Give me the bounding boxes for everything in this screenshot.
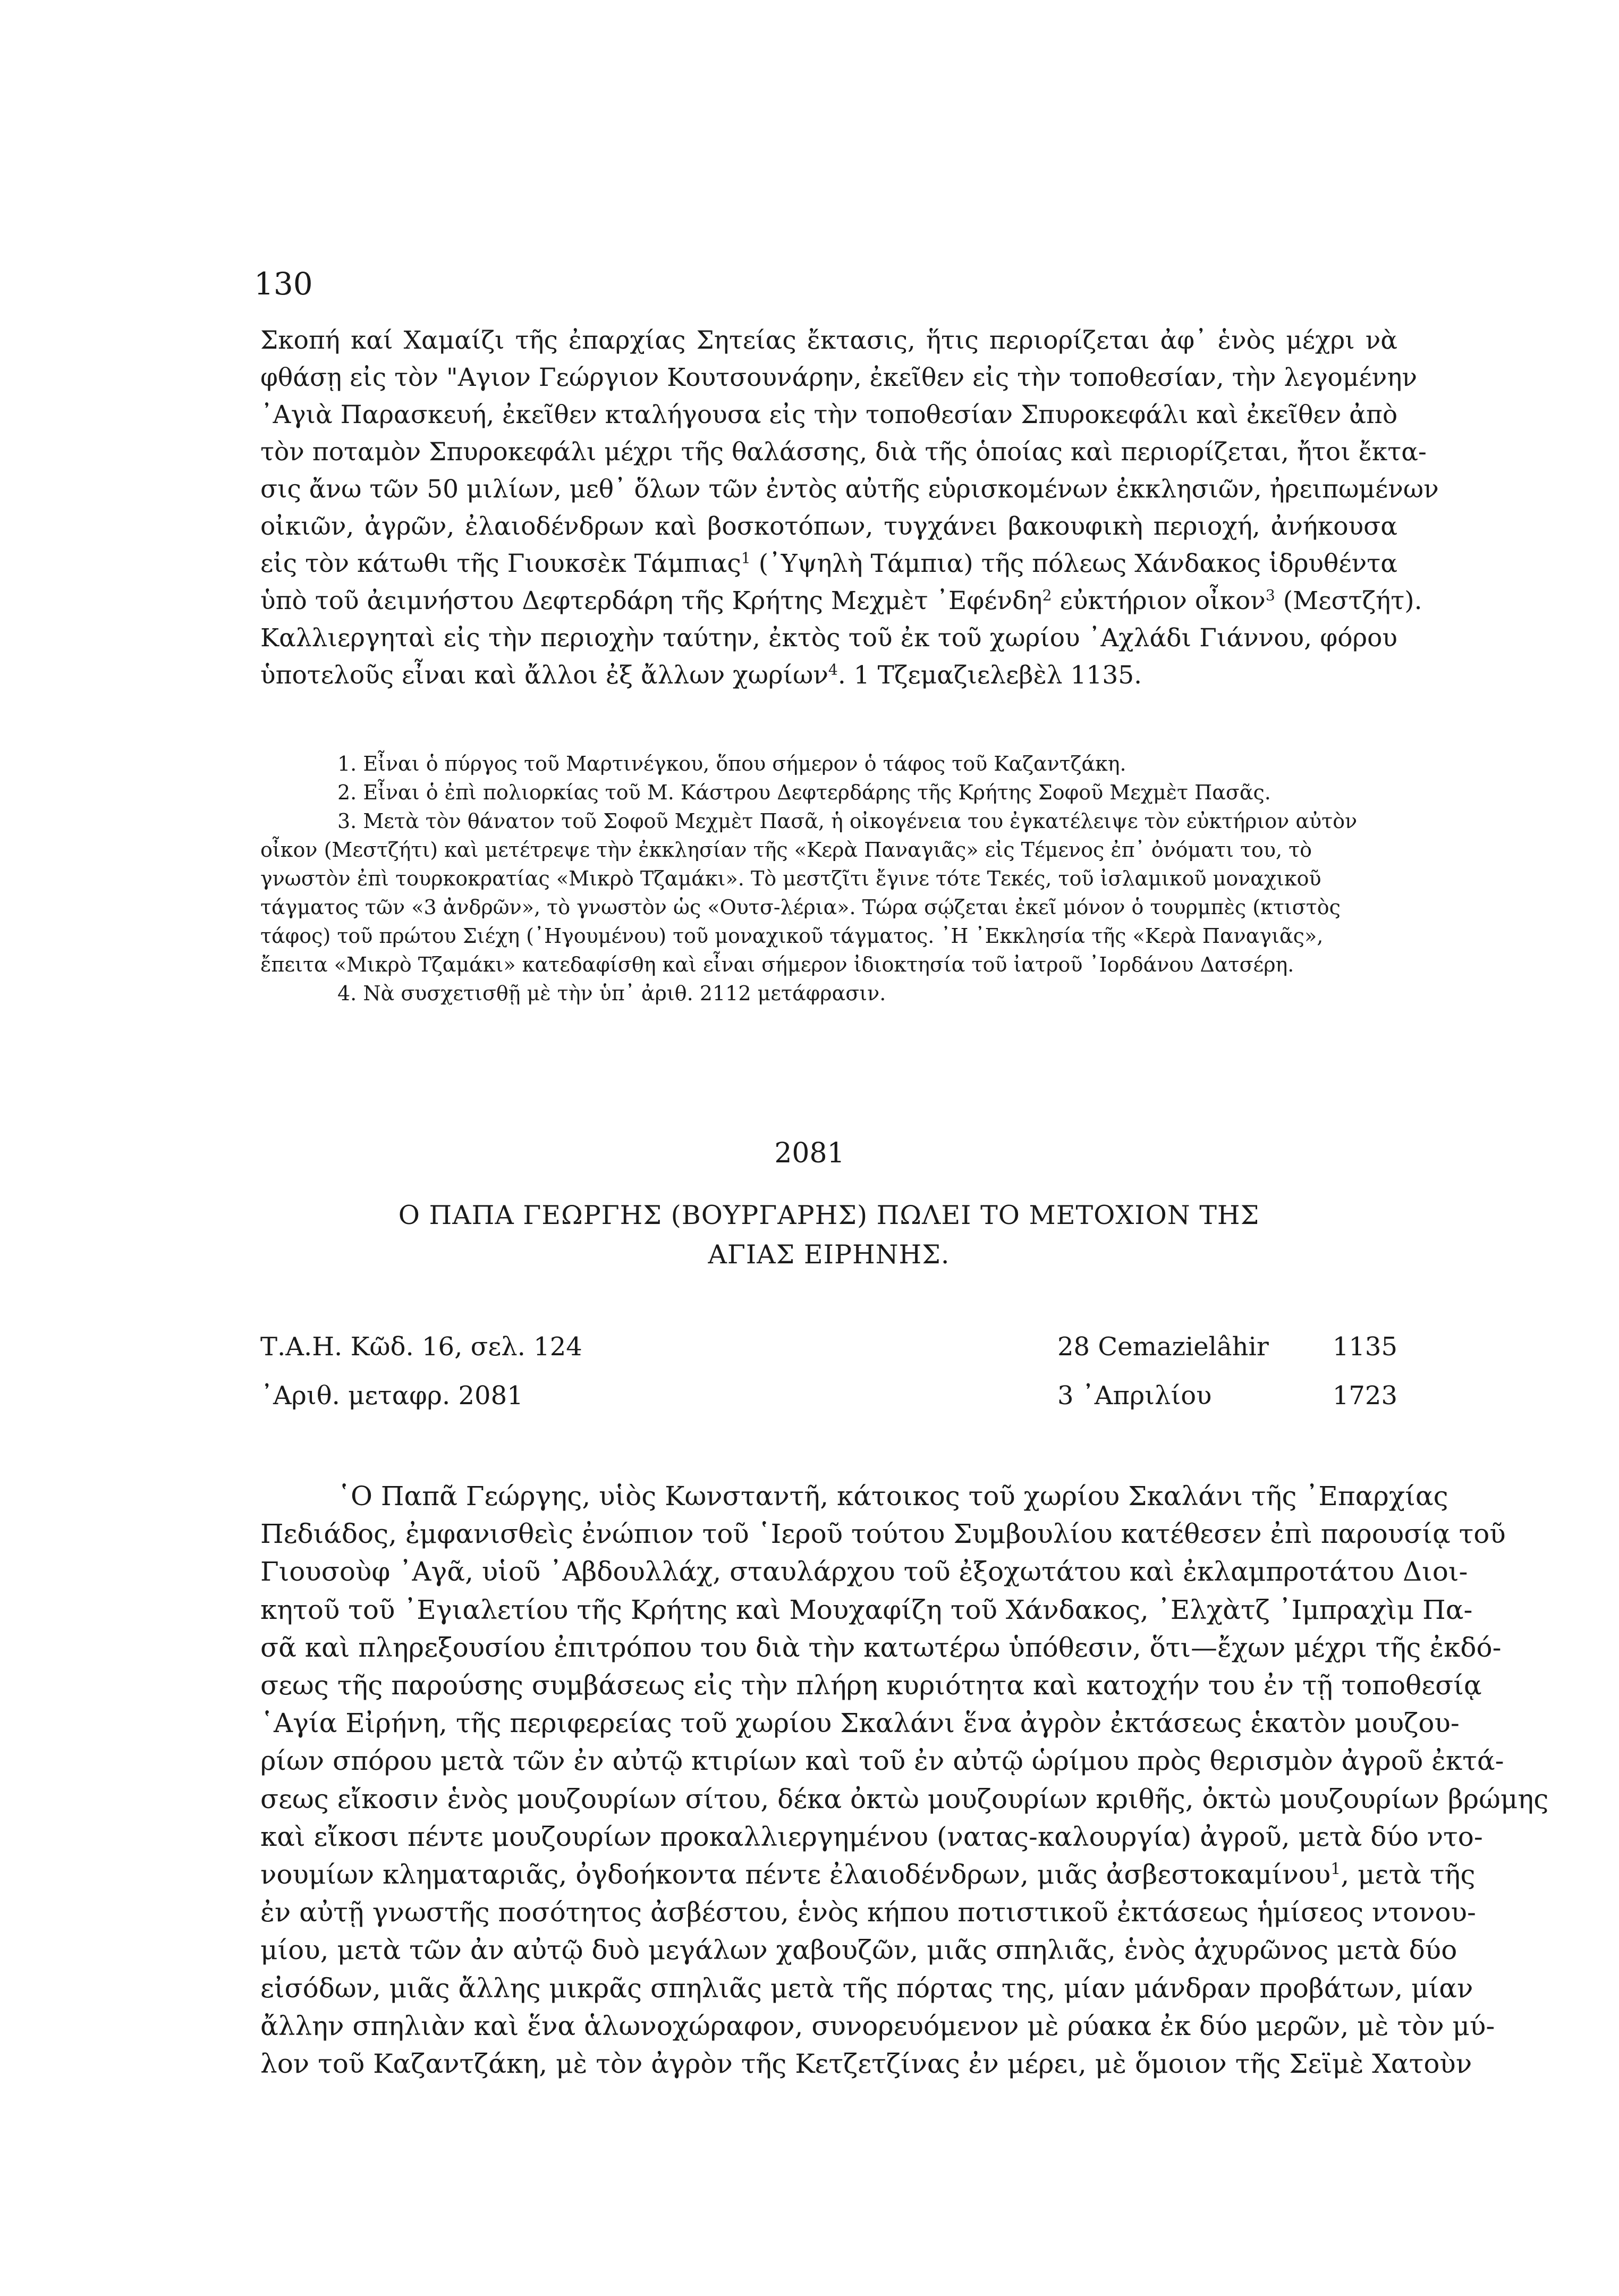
title-line: Ο ΠΑΠΑ ΓΕΩΡΓΗΣ (ΒΟΥΡΓΑΡΗΣ) ΠΩΛΕΙ ΤΟ ΜΕΤΟΧΙΟΝ ΤΗΣ xyxy=(398,1200,1260,1230)
text-line: Καλλιεργηταὶ εἰς τὴν περιοχὴν ταύτην, ἐκτὸς τοῦ ἐκ τοῦ χωρίου ᾽Αχλάδι Γιάννου, φόρου xyxy=(260,623,1397,653)
text-line: φθάσῃ εἰς τὸν "Αγιον Γεώργιον Κουτσουνάρην, ἐκεῖθεν εἰς τὴν τοποθεσίαν, τὴν λεγομένην xyxy=(260,363,1418,392)
text-line: καὶ εἴκοσι πέντε μουζουρίων προκαλλιεργημένου (νατας-καλουργία) ἀγροῦ, μετὰ δύο ντο- xyxy=(260,1821,1483,1852)
text-line: εἰσόδων, μιᾶς ἄλλης μικρᾶς σπηλιᾶς μετὰ τῆς πόρτας της, μίαν μάνδραν προβάτων, μίαν xyxy=(260,1972,1473,2004)
text-segment: (Μεστζήτ). xyxy=(1283,586,1422,615)
text-segment: (᾽Υψηλὴ Τάμπια) τῆς πόλεως Χάνδακος ἱδρυθέντα xyxy=(758,549,1397,578)
footnote-3: 3. Μετὰ τὸν θάνατον τοῦ Σοφοῦ Μεχμὲτ Πασᾶ, ἡ οἰκογένεια του ἐγκατέλειψε τὸν εὐκτήριον αὐτὸν xyxy=(337,809,1358,833)
archive-source: Τ.Α.Η. Κῶδ. 16, σελ. 124 xyxy=(260,1332,582,1362)
footnote-ref-1: 1 xyxy=(741,549,751,567)
text-segment: , μετὰ τῆς xyxy=(1341,1859,1476,1890)
page-number: 130 xyxy=(254,266,313,302)
footnote-3-cont: τάφος) τοῦ πρώτου Σιέχη (᾽Ηγουμένου) τοῦ μοναχικοῦ τάγματος. ᾽Η ᾽Εκκλησία τῆς «Κερὰ Παναγιᾶς», xyxy=(260,924,1324,948)
text-segment: ὑπὸ τοῦ ἀειμνήστου Δεφτερδάρη τῆς Κρήτης Μεχμὲτ ᾽Εφένδη xyxy=(260,586,1042,615)
text-segment: εἰς τὸν κάτωθι τῆς Γιουκσὲκ Τάμπιας xyxy=(260,549,741,578)
gregorian-year: 1723 xyxy=(1332,1381,1397,1411)
text-line: ῾Αγία Εἰρήνη, τῆς περιφερείας τοῦ χωρίου Σκαλάνι ἕνα ἀγρὸν ἐκτάσεως ἑκατὸν μουζου- xyxy=(260,1708,1460,1739)
document-body xyxy=(260,1478,1549,2083)
footnotes xyxy=(260,749,1397,1008)
text-segment: . 1 Τζεμαζιελεβὲλ 1135. xyxy=(837,661,1142,690)
text-line: σις ἄνω τῶν 50 μιλίων, μεθ᾽ ὅλων τῶν ἐντὸς αὐτῆς εὑρισκομένων ἐκκλησιῶν, ἠρειπωμένων xyxy=(260,475,1439,504)
text-segment: νουμίων κληματαριᾶς, ὀγδοήκοντα πέντε ἐλαιοδένδρων, μιᾶς ἀσβεστοκαμίνου xyxy=(260,1859,1331,1890)
text-line: σᾶ καὶ πληρεξουσίου ἐπιτρόπου του διὰ τὴν κατωτέρω ὑπόθεσιν, ὅτι—ἔχων μέχρι τῆς ἐκδό- xyxy=(260,1632,1502,1663)
text-line: ἐν αὐτῇ γνωστῆς ποσότητος ἀσβέστου, ἑνὸς κήπου ποτιστικοῦ ἐκτάσεως ἡμίσεος ντονου- xyxy=(260,1897,1476,1928)
footnote-3-cont: οἶκον (Μεστζήτι) καὶ μετέτρεψε τὴν ἐκκλησίαν τῆς «Κερὰ Παναγιᾶς» εἰς Τέμενος ἐπ᾽ ὀνόματι του, τὸ xyxy=(260,838,1312,862)
text-line: ρίων σπόρου μετὰ τῶν ἐν αὐτῷ κτιρίων καὶ τοῦ ἐν αὐτῷ ὡρίμου πρὸς θερισμὸν ἀγροῦ ἐκτά- xyxy=(260,1745,1504,1777)
text-line: σεως εἴκοσιν ἑνὸς μουζουρίων σίτου, δέκα ὀκτὼ μουζουρίων κριθῆς, ὀκτὼ μουζουρίων βρώμης xyxy=(260,1783,1549,1814)
text-line: κητοῦ τοῦ ᾽Εγιαλετίου τῆς Κρήτης καὶ Μουχαφίζη τοῦ Χάνδακος, ᾽Ελχὰτζ ᾽Ιμπραχὶμ Πα- xyxy=(260,1594,1473,1625)
footnote-3-cont: ἔπειτα «Μικρὸ Τζαμάκι» κατεδαφίσθη καὶ εἶναι σήμερον ἰδιοκτησία τοῦ ἰατροῦ ᾽Ιορδάνου Δατσέρη. xyxy=(260,953,1294,976)
text-line: ᾽Αγιὰ Παρασκευή, ἐκεῖθεν κταλήγουσα εἰς τὴν τοποθεσίαν Σπυροκεφάλι καὶ ἐκεῖθεν ἀπὸ xyxy=(260,400,1398,429)
footnote-ref-1: 1 xyxy=(1330,1860,1341,1879)
footnote-ref-4: 4 xyxy=(828,661,838,679)
document-number: 2081 xyxy=(774,1137,845,1169)
gregorian-date: 3 ᾽Απριλίου xyxy=(1057,1381,1212,1411)
hijri-year: 1135 xyxy=(1332,1332,1397,1362)
text-line xyxy=(260,657,1397,694)
footnote-ref-2: 2 xyxy=(1042,586,1052,604)
text-line: Σκοπή καί Χαμαίζι τῆς ἐπαρχίας Σητείας ἔκτασις, ἥτις περιορίζεται ἀφ᾽ ἑνὸς μέχρι νὰ xyxy=(260,326,1397,355)
text-line xyxy=(260,545,1397,583)
document-title xyxy=(287,1196,1371,1274)
text-line: Γιουσοὺφ ᾽Αγᾶ, υἱοῦ ᾽Αβδουλλάχ, σταυλάρχου τοῦ ἐξοχωτάτου καὶ ἐκλαμπροτάτου Διοι- xyxy=(260,1556,1468,1588)
text-line: οἰκιῶν, ἀγρῶν, ἐλαιοδένδρων καὶ βοσκοτόπων, τυγχάνει βακουφικὴ περιοχή, ἀνήκουσα xyxy=(260,512,1397,541)
text-line: Πεδιάδος, ἐμφανισθεὶς ἐνώπιον τοῦ ῾Ιεροῦ τούτου Συμβουλίου κατέθεσεν ἐπὶ παρουσίᾳ τοῦ xyxy=(260,1518,1506,1550)
text-segment: εὐκτήριον οἶκον xyxy=(1059,586,1266,615)
title-line: ΑΓΙΑΣ ΕΙΡΗΝΗΣ. xyxy=(708,1239,950,1270)
text-line: ῾Ο Παπᾶ Γεώργης, υἱὸς Κωνσταντῆ, κάτοικος τοῦ χωρίου Σκαλάνι τῆς ᾽Επαρχίας xyxy=(337,1481,1448,1512)
hijri-date: 28 Cemazielâhir xyxy=(1057,1332,1269,1362)
text-line: λον τοῦ Καζαντζάκη, μὲ τὸν ἀγρὸν τῆς Κετζετζίνας ἐν μέρει, μὲ ὅμοιον τῆς Σεϊμὲ Χατοὺν xyxy=(260,2048,1472,2080)
footnote-ref-3: 3 xyxy=(1265,586,1275,604)
text-line xyxy=(260,1856,1476,1894)
text-line xyxy=(260,583,1422,620)
text-segment: ὑποτελοῦς εἶναι καὶ ἄλλοι ἐξ ἄλλων χωρίων xyxy=(260,661,828,690)
intro-paragraph xyxy=(260,322,1439,694)
translation-number: ᾽Αριθ. μεταφρ. 2081 xyxy=(260,1381,523,1411)
text-line: τὸν ποταμὸν Σπυροκεφάλι μέχρι τῆς θαλάσσης, διὰ τῆς ὁποίας καὶ περιορίζεται, ἤτοι ἔκτα- xyxy=(260,437,1427,467)
footnote-3-cont: γνωστὸν ἐπὶ τουρκοκρατίας «Μικρὸ Τζαμάκι». Τὸ μεστζῖτι ἔγινε τότε Τεκές, τοῦ ἰσλαμικοῦ μοναχικοῦ xyxy=(260,867,1321,890)
footnote-4: 4. Νὰ συσχετισθῇ μὲ τὴν ὑπ᾽ ἀριθ. 2112 μετάφρασιν. xyxy=(337,982,886,1005)
text-line: ἄλλην σπηλιὰν καὶ ἕνα ἁλωνοχώραφον, συνορευόμενον μὲ ρύακα ἐκ δύο μερῶν, μὲ τὸν μύ- xyxy=(260,2010,1495,2041)
footnote-1: 1. Εἶναι ὁ πύργος τοῦ Μαρτινέγκου, ὅπου σήμερον ὁ τάφος τοῦ Καζαντζάκη. xyxy=(337,752,1126,775)
footnote-3-cont: τάγματος τῶν «3 ἀνδρῶν», τὸ γνωστὸν ὡς «Ουτσ-λέρια». Τώρα σῴζεται ἐκεῖ μόνον ὁ τουρμπὲς (κτιστὸς xyxy=(260,896,1341,919)
footnote-2: 2. Εἶναι ὁ ἐπὶ πολιορκίας τοῦ Μ. Κάστρου Δεφτερδάρης τῆς Κρήτης Σοφοῦ Μεχμὲτ Πασᾶς. xyxy=(337,781,1271,804)
text-line: μίου, μετὰ τῶν ἀν αὐτῷ δυὸ μεγάλων χαβουζῶν, μιᾶς σπηλιᾶς, ἑνὸς ἀχυρῶνος μετὰ δύο xyxy=(260,1935,1457,1966)
text-line: σεως τῆς παρούσης συμβάσεως εἰς τὴν πλήρη κυριότητα καὶ κατοχήν του ἐν τῇ τοποθεσίᾳ xyxy=(260,1670,1482,1701)
